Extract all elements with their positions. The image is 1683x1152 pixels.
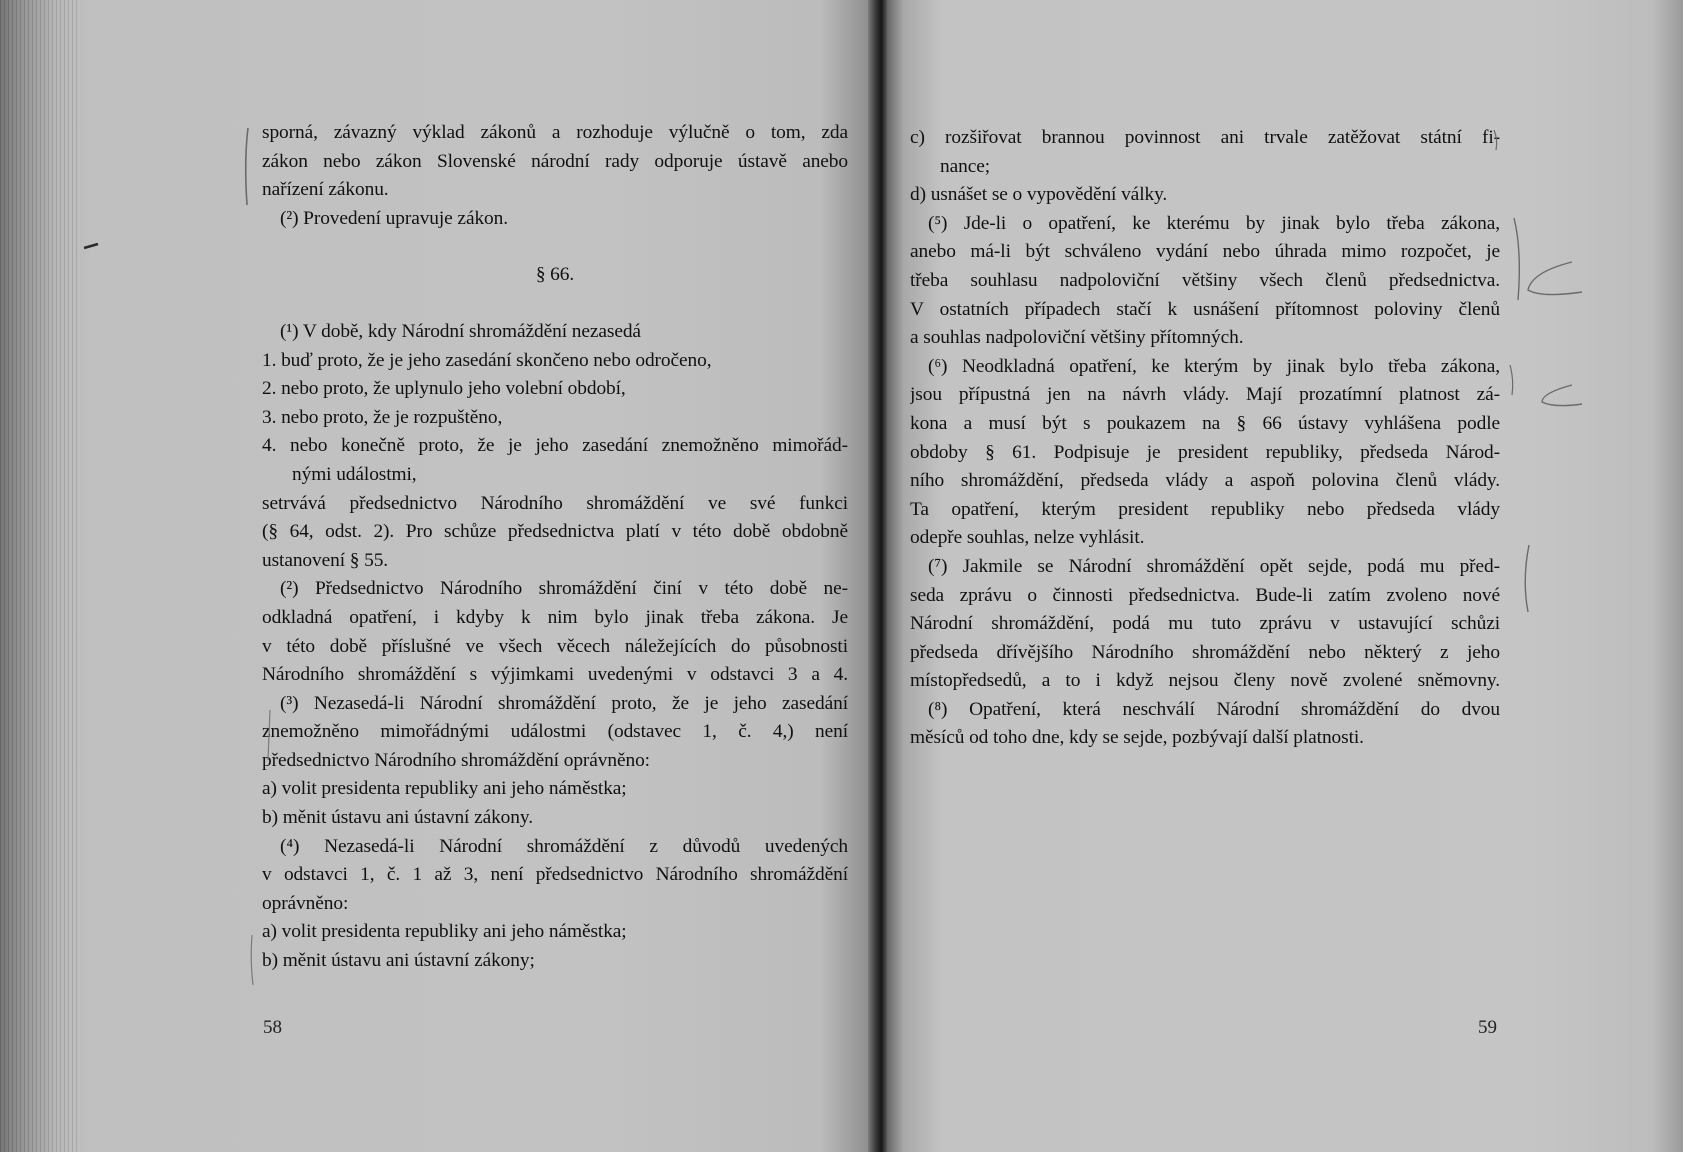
text-line: (⁸) Opatření, která neschválí Národní shromáždění do dvou: [928, 698, 1500, 720]
text-line: v odstavci 1, č. 1 až 3, není předsednictvo Národního shromáždění: [262, 864, 848, 886]
section-heading: § 66.: [535, 264, 575, 286]
page-number: 58: [263, 1017, 282, 1038]
blank-line: [262, 233, 848, 261]
text-line: měsíců od toho dne, kdy se sejde, pozbývají další platnosti.: [910, 727, 1364, 749]
text-line: sporná, závazný výklad zákonů a rozhoduje výlučně o tom, zda: [262, 122, 848, 143]
list-item: b) měnit ústavu ani ústavní zákony.: [262, 807, 533, 829]
text-line: (⁵) Jde-li o opatření, ke kterému by jinak bylo třeba zákona,: [928, 212, 1500, 234]
text-line: (³) Nezasedá-li Národní shromáždění proto, že je jeho zasedání: [280, 692, 848, 714]
text-line: (¹) V době, kdy Národní shromáždění nezasedá: [280, 320, 641, 342]
list-item: d) usnášet se o vypovědění války.: [910, 184, 1168, 206]
text-line: anebo má-li být schváleno vydání nebo úhrada mimo rozpočet, je: [910, 241, 1500, 263]
blank-line: [262, 290, 848, 318]
text-line: nařízení zákonu.: [262, 179, 389, 201]
right-page: [882, 0, 1683, 1152]
list-item: a) volit presidenta republiky ani jeho náměstka;: [262, 778, 627, 800]
text-line: předsednictvo Národního shromáždění oprávněno:: [262, 749, 650, 771]
left-page-text: [262, 119, 848, 976]
text-line: ustanovení § 55.: [262, 549, 389, 571]
text-line: (⁴) Nezasedá-li Národní shromáždění z důvodů uvedených: [280, 835, 848, 857]
text-line: obdoby § 61. Podpisuje je president republiky, předseda Národ-: [910, 441, 1500, 463]
text-line: (²) Provedení upravuje zákon.: [280, 207, 508, 229]
text-line: (⁷) Jakmile se Národní shromáždění opět sejde, podá mu před-: [928, 555, 1500, 577]
right-page-text: [910, 124, 1500, 753]
text-line: odepře souhlas, nelze vyhlásit.: [910, 527, 1145, 549]
text-line: jsou přípustná jen na návrh vlády. Mají prozatímní platnost zá-: [910, 384, 1500, 406]
text-line: (§ 64, odst. 2). Pro schůze předsednictva platí v této době obdobně: [262, 521, 848, 543]
list-item: nance;: [940, 155, 990, 177]
list-item: 3. nebo proto, že je rozpuštěno,: [262, 406, 503, 428]
text-line: setrvává předsednictvo Národního shromáždění ve své funkci: [262, 492, 848, 514]
list-item: 2. nebo proto, že uplynulo jeho volební období,: [262, 378, 626, 400]
text-line: Ta opatření, kterým president republiky nebo předseda vlády: [910, 498, 1500, 520]
text-line: (⁶) Neodkladná opatření, ke kterým by jinak bylo třeba zákona,: [928, 355, 1500, 377]
text-line: seda zprávu o činnosti předsednictva. Bude-li zatím zvoleno nové: [910, 584, 1500, 606]
list-item: a) volit presidenta republiky ani jeho náměstka;: [262, 921, 627, 943]
text-line: třeba souhlasu nadpoloviční většiny všech členů předsednictva.: [910, 269, 1500, 291]
text-line: Národního shromáždění s výjimkami uvedenými v odstavci 3 a 4.: [262, 664, 848, 686]
list-item: c) rozšiřovat brannou povinnost ani trvale zatěžovat státní fi-: [910, 127, 1500, 148]
text-line: odkladná opatření, i kdyby k nim bylo jinak třeba zákona. Je: [262, 606, 848, 628]
list-item: b) měnit ústavu ani ústavní zákony;: [262, 950, 535, 972]
text-line: předseda dřívějšího Národního shromáždění nebo některý z jeho: [910, 641, 1500, 663]
page-number: 59: [1478, 1017, 1497, 1038]
list-item: 4. nebo konečně proto, že je jeho zasedání znemožněno mimořád-: [262, 435, 848, 457]
text-line: kona a musí být s poukazem na § 66 ústavy vyhlášena podle: [910, 412, 1500, 434]
page-edges: [0, 0, 80, 1152]
text-line: v této době příslušné ve všech věcech náležejících do působnosti: [262, 635, 848, 657]
text-line: V ostatních případech stačí k usnášení přítomnost poloviny členů: [910, 298, 1500, 320]
list-item: 1. buď proto, že je jeho zasedání skončeno nebo odročeno,: [262, 349, 712, 371]
text-line: oprávněno:: [262, 892, 349, 914]
text-line: ního shromáždění, předseda vlády a aspoň polovina členů vlády.: [910, 470, 1500, 492]
list-item: nými událostmi,: [292, 463, 417, 485]
text-line: (²) Předsednictvo Národního shromáždění činí v této době ne-: [280, 578, 848, 600]
text-line: a souhlas nadpoloviční většiny přítomných.: [910, 327, 1244, 349]
text-line: zákon nebo zákon Slovenské národní rady odporuje ústavě anebo: [262, 150, 848, 172]
text-line: Národní shromáždění, podá mu tuto zprávu v ustavující schůzi: [910, 613, 1500, 635]
text-line: znemožněno mimořádnými událostmi (odstavec 1, č. 4,) není: [262, 721, 848, 743]
text-line: místopředsedů, a to i když nejsou členy nově zvolené sněmovny.: [910, 670, 1500, 692]
